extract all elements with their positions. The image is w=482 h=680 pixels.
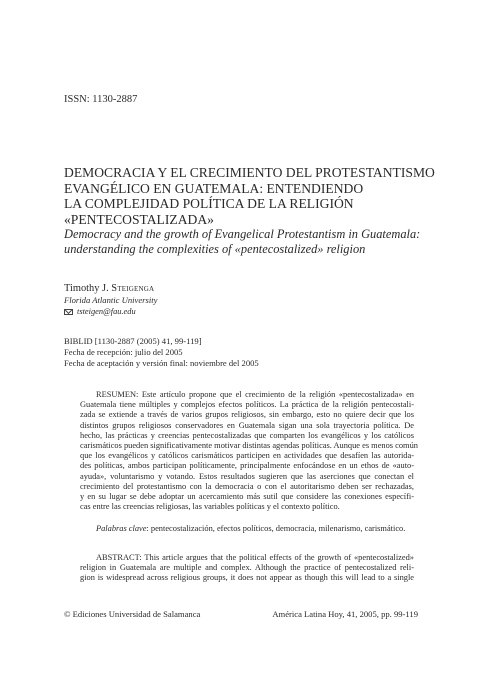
resumen-line: que los evangélicos y católicos carismáticos participen en actividades que desafíen las autorida- xyxy=(80,451,414,461)
author-last-name: Steigenga xyxy=(111,283,155,294)
footer-publisher: © Ediciones Universidad de Salamanca xyxy=(64,609,201,619)
resumen-line: crecimiento del protestantismo con la democracia o con el autoritarismo deben ser rechazadas, xyxy=(80,481,414,491)
resumen-line: Guatemala tiene múltiples y complejos efectos políticos. La práctica de la religión pentecostali- xyxy=(80,400,414,410)
biblid: BIBLID [1130-2887 (2005) 41, 99-119] xyxy=(64,336,202,346)
resumen-line: zada se extiende a través de varios grupos religiosos, sin embargo, esto no quiere decir que los xyxy=(80,410,414,420)
resumen-line: carismáticos pueden significativamente motivar distintas agendas políticas. Aunque es menos común xyxy=(80,441,418,451)
keywords-text: : pentecostalización, efectos políticos, democracia, milenarismo, carismático. xyxy=(146,524,406,533)
resumen-line: ayuda», voluntarismo y votando. Estos resultados sugieren que las aserciones que conectan el xyxy=(80,471,414,481)
title-line: DEMOCRACIA Y EL CRECIMIENTO DEL PROTESTANTISMO xyxy=(64,165,435,180)
resumen-paragraph xyxy=(80,390,418,512)
acceptance-date: Fecha de aceptación y versión final: noviembre del 2005 xyxy=(64,358,259,368)
author-first-name: Timothy J. xyxy=(64,283,112,294)
title-line: EVANGÉLICO EN GUATEMALA: ENTENDIENDO xyxy=(64,180,364,196)
resumen-line: RESUMEN: Este artículo propone que el crecimiento de la religión «pentecostalizada» en xyxy=(96,390,414,399)
reception-date: Fecha de recepción: julio del 2005 xyxy=(64,347,183,357)
title-line: «PENTECOSTALIZADA» xyxy=(64,211,214,227)
article-title xyxy=(64,165,444,227)
title-line: LA COMPLEJIDAD POLÍTICA DE LA RELIGIÓN xyxy=(64,196,354,212)
abstract-line: ABSTRACT: This article argues that the political effects of the growth of «pentecostalized» xyxy=(96,553,414,562)
abstract-line: gion is widespread across religious groups, it does not appear as though this will lead to a single xyxy=(80,573,414,583)
abstract-paragraph xyxy=(80,553,414,584)
issn: ISSN: 1130-2887 xyxy=(64,94,138,105)
author-email-row xyxy=(64,307,136,316)
resumen-line: y en su lugar se debe adoptar un acercamiento más sutil que considere las conexiones específi- xyxy=(80,492,414,502)
author-email[interactable]: tsteigen@fau.edu xyxy=(77,307,136,316)
article-subtitle xyxy=(64,227,444,258)
resumen-line: hecho, las prácticas y creencias pentecostalizadas que comparten los evangélicos y los católicos xyxy=(80,430,414,440)
envelope-icon xyxy=(64,309,73,315)
resumen-line: cas entre las creencias religiosas, las variables políticas y el contexto político. xyxy=(80,502,340,512)
resumen-line: distintos grupos religiosos conservadores en Guatemala sigan una sola trayectoria política. De xyxy=(80,420,414,430)
subtitle-line: understanding the complexities of «pentecostalized» religion xyxy=(64,242,366,257)
keywords xyxy=(80,524,414,533)
author-affiliation: Florida Atlantic University xyxy=(64,295,158,305)
resumen-line: des políticas, ambos participan políticamente, principalmente enfocándose en un ethos de «auto- xyxy=(80,461,414,471)
footer-citation: América Latina Hoy, 41, 2005, pp. 99-119 xyxy=(272,609,418,619)
abstract-line: religion in Guatemala are multiple and complex. Although the practice of pentecostalized reli- xyxy=(80,563,414,573)
keywords-label: Palabras clave xyxy=(96,524,147,533)
author-name xyxy=(64,283,154,294)
subtitle-line: Democracy and the growth of Evangelical Protestantism in Guatemala: xyxy=(64,227,421,241)
